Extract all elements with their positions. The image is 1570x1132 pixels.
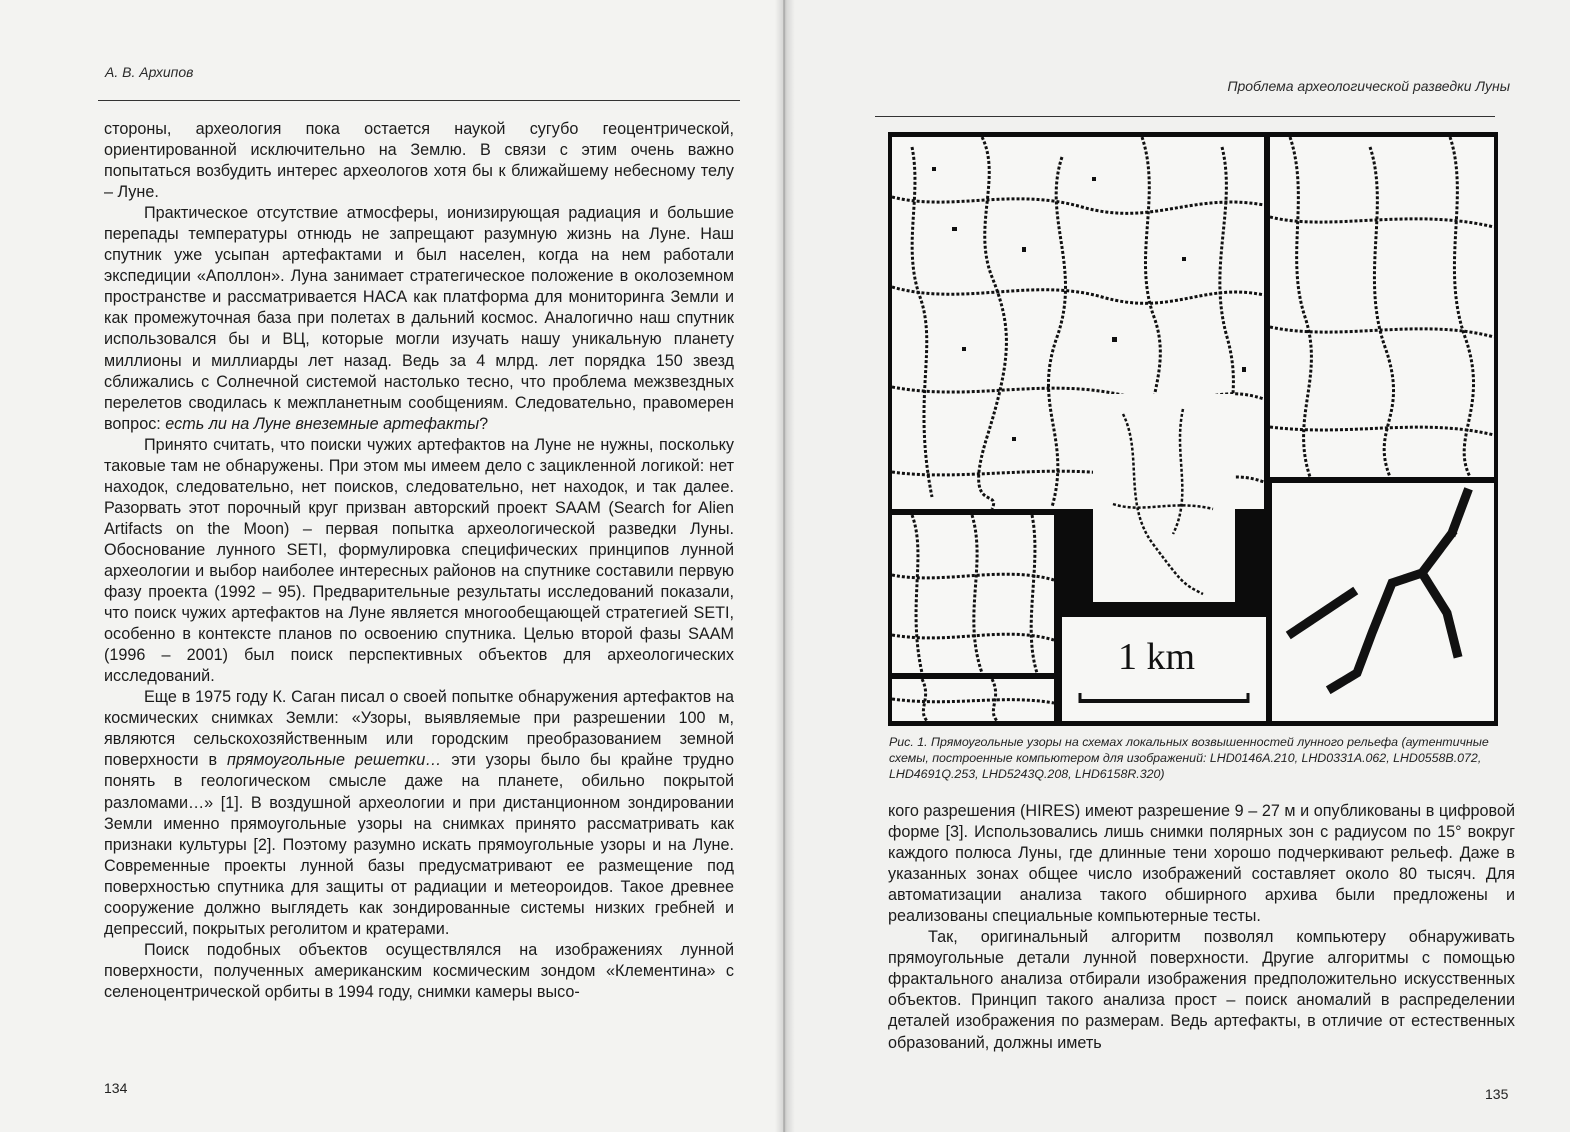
right-header-rule	[875, 116, 1495, 117]
left-page-number: 134	[104, 1080, 128, 1096]
scale-bar-panel	[1062, 617, 1266, 721]
pattern-image	[892, 679, 1054, 721]
right-page-number: 135	[1485, 1086, 1509, 1102]
paragraph: Еще в 1975 году К. Саган писал о своей попытке обнаружения артефактов на космических снимках Земли: «Узоры, выявляемые при разрешении 100 м, являются сельскохозяйственным или городским преобразованием земной поверхности в прямоугольные решетки… эти узоры было бы крайне трудно понять в геологическом смысле даже на планете, обильно покрытой разломами…» [1]. В воздушной археологии и при дистанционном зондировании Земли именно прямоугольные узоры на снимках принято рассматривать как признаки культуры [2]. Поэтому разумно искать прямоугольные узоры и на Луне. Современные проекты лунной базы предусматривают ее размещение под поверхностью спутника для защиты от радиации и метеороидов. Такое древнее сооружение должно выглядеть как зондированные системы низких гребней и депрессий, покрытых реголитом и кратерами.	[104, 688, 735, 938]
paragraph: Практическое отсутствие атмосферы, ионизирующая радиация и большие перепады температуры отнюдь не запрещают разумную жизнь на Луне. Наш спутник уже усыпан артефактами и был населен, когда на нем работали экспедиции «Аполлон». Луна занимает стратегическое положение в околоземном пространстве и рассматривается НАСА как платформа для мониторинга Земли и как промежуточная база при полетах в дальний космос. Аналогично наш спутник использовался бы и ВЦ, которые могли изучать нашу уникальную планету миллионы и миллиарды лет назад. Ведь за 4 млрд. лет порядка 150 звезд сближались с Солнечной системой настолько тесно, что проблема межзвездных перелетов сводилась к межпланетным сообщениям. Следовательно, правомерен вопрос: есть ли на Луне внеземные артефакты?	[104, 204, 734, 433]
paragraph: Так, оригинальный алгоритм позволял компьютеру обнаруживать прямоугольные детали лунной поверхности. Другие алгоритмы с помощью фрактального анализа отбирали изображения предположительно искусственных объектов. Принцип такого анализа прост – поиск аномалий в распределении деталей изображения по размерам. Ведь артефакты, в отличие от естественных образований, должны иметь	[888, 928, 1515, 1052]
scale-bar	[1062, 617, 1266, 721]
pattern-tile-mid-left	[892, 515, 1054, 673]
scale-label: 1 km	[1118, 636, 1196, 678]
figure-caption: Рис. 1. Прямоугольные узоры на схемах локальных возвышенностей лунного рельефа (аутентичные схемы, построенные компьютером для изображений: LHD0146A.210, LHD0331A.062, LHD0558B.072, LHD4691Q.253, LHD5243Q.208, LHD6158R.320)	[889, 735, 1489, 781]
left-header-rule	[98, 100, 740, 101]
paragraph: Поиск подобных объектов осуществлялся на изображениях лунной поверхности, полученных американским космическим зондом «Клементина» с селеноцентрической орбиты в 1994 году, снимки камеры высо-	[104, 940, 734, 1001]
pattern-tile-center	[1093, 394, 1235, 602]
paragraph: кого разрешения (HIRES) имеют разрешение 9 – 27 м и опубликованы в цифровой форме [3]. Использовались лишь снимки полярных зон с радиусом по 15° вокруг каждого полюса Луны, где длинные тени хорошо подчеркивают рельеф. Даже в указанных зонах общее число изображений составляет около 80 тысяч. Для автоматизации анализа такого обширного архива были предложены и реализованы специальные компьютерные тесты.	[888, 802, 1515, 926]
pattern-tile-bottom-right	[1272, 483, 1494, 721]
pattern-tile-bottom-left	[892, 679, 1054, 721]
paragraph: Принято считать, что поиски чужих артефактов на Луне не нужны, поскольку таковые там не обнаружены. При этом мы имеем дело с зацикленной логикой: нет находок, следовательно, нет поисков, следовательно, нет находок, и так далее. Разорвать этот порочный круг призван авторский проект SAAM (Search for Alien Artifacts on the Moon) – первая попытка археологической разведки Луны. Обоснование лунного SETI, формулировка специфических принципов лунной археологии и выбор наиболее интересных районов на спутнике составили первую фазу проекта (1992 – 95). Предварительные результаты исследований показали, что поиск чужих артефактов на Луне является многообещающей стратегией SETI, особенно в контексте планов по освоению спутника. Целью второй фазы SAAM (1996 – 2001) был поиск перспективных объектов для археологических исследований.	[104, 435, 734, 686]
italic-question: есть ли на Луне внеземные артефакты	[165, 414, 480, 433]
pattern-image	[1272, 483, 1494, 721]
left-body-text	[104, 119, 734, 1003]
pattern-image	[1093, 394, 1235, 602]
left-page	[0, 0, 783, 1132]
right-body-text	[888, 801, 1515, 1054]
book-gutter	[775, 0, 795, 1132]
left-running-head: А. В. Архипов	[105, 64, 194, 80]
figure-lunar-patterns	[888, 132, 1498, 726]
pattern-tile-top-right	[1270, 137, 1494, 477]
paragraph: стороны, археология пока остается наукой сугубо геоцентрической, ориентированной исключительно на Землю. В связи с этим очень важно попытаться возбудить интерес археологов хотя бы к ближайшему небесному телу – Луне.	[104, 120, 734, 202]
pattern-image	[892, 515, 1054, 673]
pattern-image	[1270, 137, 1494, 477]
italic-phrase: прямоугольные решетки…	[227, 751, 442, 770]
right-running-head: Проблема археологической разведки Луны	[1227, 78, 1510, 94]
